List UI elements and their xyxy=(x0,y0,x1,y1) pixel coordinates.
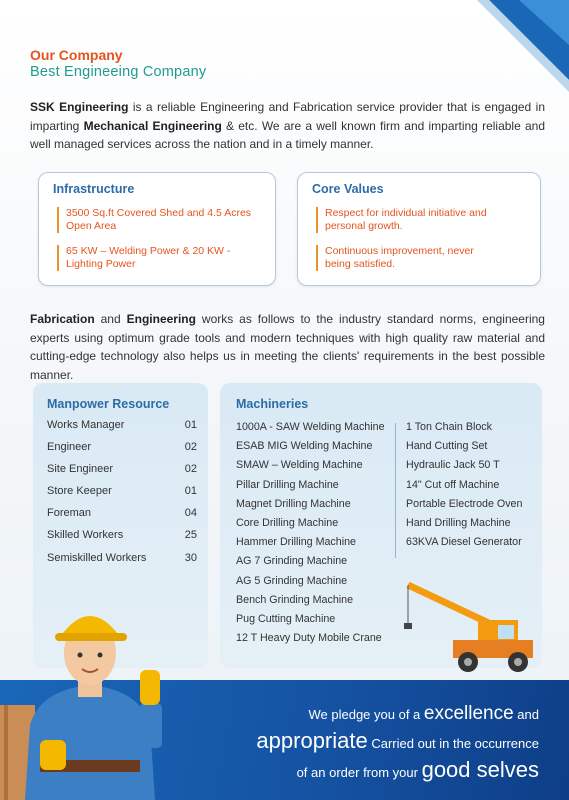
intro-paragraph xyxy=(30,98,545,154)
manpower-row xyxy=(47,463,197,475)
works-bold-text: Fabrication xyxy=(30,312,95,326)
works-paragraph xyxy=(30,310,545,384)
mobile-crane-icon xyxy=(398,565,538,675)
core-values-box xyxy=(297,172,541,286)
machine-item: Core Drilling Machine xyxy=(236,517,339,529)
manpower-role: Works Manager xyxy=(47,419,125,431)
machine-item: Bench Grinding Machine xyxy=(236,593,354,606)
infrastructure-item: 65 KW – Welding Power & 20 KW - Lighting Power xyxy=(57,245,262,271)
machine-item: Pug Cutting Machine xyxy=(236,613,336,625)
manpower-role: Foreman xyxy=(47,507,92,519)
manpower-row xyxy=(47,552,197,564)
machine-item: Hydraulic Jack 50 T xyxy=(406,459,500,472)
company-heading: Our Company xyxy=(30,47,123,63)
manpower-count: 30 xyxy=(184,552,197,564)
company-subheading: Best Engineeing Company xyxy=(30,64,207,80)
manpower-role: Skilled Workers xyxy=(47,529,124,541)
company-name: SSK Engineering xyxy=(30,100,129,114)
machineries-title: Machineries xyxy=(236,397,309,411)
machine-item: 63KVA Diesel Generator xyxy=(406,536,522,549)
pledge-highlight: appropriate xyxy=(256,728,368,753)
manpower-role: Site Engineer xyxy=(47,463,114,475)
machine-item: AG 5 Grinding Machine xyxy=(236,574,348,587)
infrastructure-box xyxy=(38,172,276,286)
manpower-count: 02 xyxy=(184,463,197,475)
machine-item: 12 T Heavy Duty Mobile Crane xyxy=(236,632,382,645)
pledge-highlight: good selves xyxy=(421,757,539,782)
core-value-item: Respect for individual initiative and personal growth. xyxy=(316,207,496,233)
core-values-title: Core Values xyxy=(312,182,384,196)
manpower-row xyxy=(47,529,197,541)
works-bold-text: Engineering xyxy=(126,312,196,326)
manpower-count: 01 xyxy=(184,485,197,497)
machine-item: Hammer Drilling Machine xyxy=(236,536,356,549)
manpower-count: 01 xyxy=(184,419,197,431)
machine-item: Hand Drilling Machine xyxy=(406,517,511,529)
manpower-role: Store Keeper xyxy=(47,485,112,497)
manpower-count: 25 xyxy=(184,529,197,541)
intro-text: & etc. We are a well known firm and imparting reliable and well managed services across the nation and in a timely manner. xyxy=(30,118,546,151)
manpower-count: 04 xyxy=(184,507,197,519)
pledge-highlight: excellence xyxy=(423,703,514,724)
manpower-count: 02 xyxy=(184,441,197,453)
manpower-row xyxy=(47,419,197,431)
machine-item: AG 7 Grinding Machine xyxy=(236,555,348,568)
works-text: and xyxy=(94,312,127,326)
pledge-text xyxy=(179,701,539,786)
machine-item: Magnet Drilling Machine xyxy=(236,497,351,510)
machine-item: Portable Electrode Oven xyxy=(406,497,523,510)
machine-item: 1000A - SAW Welding Machine xyxy=(236,421,385,433)
manpower-row xyxy=(47,507,197,519)
machine-item: Pillar Drilling Machine xyxy=(236,478,339,491)
manpower-title: Manpower Resource xyxy=(47,397,170,411)
manpower-role: Engineer xyxy=(47,441,92,453)
engineer-worker-icon xyxy=(0,585,190,800)
pledge-line: We pledge you of a xyxy=(308,707,424,722)
pledge-line: of an order from your xyxy=(296,765,422,780)
manpower-row xyxy=(47,441,197,453)
machine-item: 1 Ton Chain Block xyxy=(406,421,492,433)
manpower-row xyxy=(47,485,197,497)
machine-item: ESAB MIG Welding Machine xyxy=(236,440,373,453)
column-divider xyxy=(395,423,396,558)
core-value-item: Continuous improvement, never being satisfied. xyxy=(316,245,501,271)
infrastructure-item: 3500 Sq.ft Covered Shed and 4.5 Acres Open Area xyxy=(57,207,262,233)
pledge-line: Carried out in the occurrence xyxy=(367,736,539,751)
corner-decoration-icon xyxy=(449,0,569,100)
machine-item: SMAW – Welding Machine xyxy=(236,459,363,472)
intro-text: is a reliable Engineering and Fabrication service provider that is engaged in imparting xyxy=(30,100,545,133)
works-text: works as follows to the industry standard norms, engineering experts using optimum grade tools and modern techniques with high quality raw material and cutting-edge technology also helps us in meeting the clients' requirements in the best possible manner. xyxy=(30,312,545,382)
intro-bold-text: Mechanical Engineering xyxy=(83,118,222,133)
pledge-line: and xyxy=(513,707,539,722)
manpower-role: Semiskilled Workers xyxy=(47,552,147,564)
machine-item: Hand Cutting Set xyxy=(406,440,488,453)
machine-item: 14" Cut off Machine xyxy=(406,478,500,491)
infrastructure-title: Infrastructure xyxy=(53,182,135,196)
